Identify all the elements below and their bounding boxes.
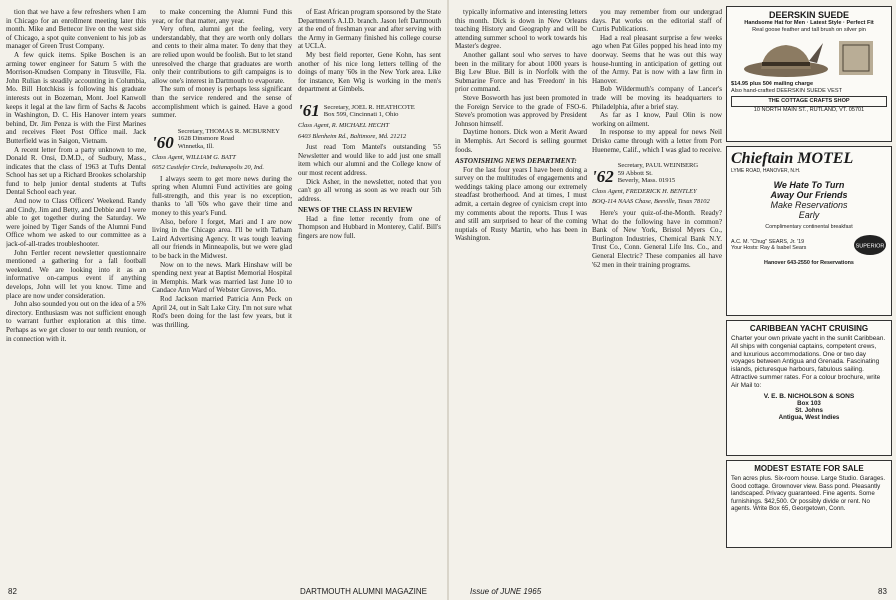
- company-name: V. E. B. NICHOLSON & SONS: [763, 392, 855, 400]
- class-heading-62: [592, 162, 722, 185]
- motel-hosts-row: [731, 234, 887, 256]
- company-place: St. Johns: [795, 406, 823, 414]
- ad-text: Charter your own private yacht in the sunlit Caribbean. All ships with congenial captains, competent crews, and luxurious accommodations. One or two day voyages between Antigua and Grenada. Fascinating islands, picturesque harbours, fabulous sailing. Attractive summer rates. For a colour brochure, write Air Mail to:: [731, 335, 886, 389]
- caribbean-ad: [726, 320, 892, 456]
- motel-slogan-1: We Hate To Turn: [773, 180, 845, 190]
- class-agent: Class Agent, R. MICHAEL HECHT: [298, 121, 390, 129]
- estate-ad: [726, 460, 892, 548]
- secretary-block: [178, 128, 280, 151]
- paragraph: Dick Asher, in the newsletter, noted that you can't go all wrong as soon as we reach our 5th address.: [298, 177, 441, 203]
- paragraph: As far as I know, Paul Olin is now working on ailment.: [592, 111, 722, 128]
- paragraph: Very often, alumni get the feeling, very understandably, that they are worth only dollars and cents to their alma mater. To deny that they are relied upon would be foolish. But to let stand unresolved the charge that graduates are worth only their contributions to gift campaigns is to allow one's interest in Dartmouth to evaporate.: [152, 25, 292, 85]
- paragraph: tion that we have a few refreshers when I am in Chicago for an enrollment meeting later this month. Mike and Bettecor live on the west side of Chicago, a spot quite convenient to his job as manager of Green Trust Company.: [6, 8, 146, 51]
- company-box: Box 103: [797, 399, 821, 407]
- class-year: '60: [152, 132, 174, 152]
- motel-hosts: [731, 239, 806, 252]
- motel-name: Chieftain MOTEL: [731, 150, 854, 167]
- secretary-city: Winnetka, Ill.: [177, 142, 214, 150]
- section-heading: NEWS OF THE CLASS IN REVIEW: [298, 206, 413, 215]
- paragraph: The sum of money is perhaps less significant than the service rendered and the sense of accomplishment which is gained. Have a good summer.: [152, 85, 292, 120]
- paragraph: John Fertler recent newsletter questionnaire mentioned a gathering for a fall football weekend. We are looking into it as an informative on-campus event if anything develops, John will let you know. Time and place are now under consideration.: [6, 248, 146, 300]
- section-heading: ASTONISHING NEWS DEPARTMENT:: [455, 157, 577, 166]
- secretary-address: 59 Abbott St.: [617, 169, 653, 177]
- class-agent: Class Agent, WILLIAM G. BATT: [152, 153, 236, 161]
- advertisement-column: [726, 6, 892, 586]
- class-agent-address: BOQ-114 NAAS Chase, Beeville, Texas 78102: [592, 198, 710, 206]
- class-year: '62: [592, 166, 614, 186]
- ad-text: Ten acres plus. Six-room house. Large Studio. Garages. Good cottage. Grownover view. Bass pond. Pleasantly landscaped. Privacy guaranteed. Fine agents. Some furnishings. $42,500. Or possibly divide or rent. No agents. Write Box 65, Georgetown, Conn.: [731, 475, 886, 513]
- shop-address: 10 NORTH MAIN ST., RUTLAND, VT. 05701: [753, 106, 865, 113]
- paragraph: Now on to the news. Mark Hinshaw will be spending next year at Baptist Memorial Hospital in Memphis. Mark was married last June 10 to Candace Ann Ward of Webster Groves, Mo.: [152, 260, 292, 295]
- shop-name: THE COTTAGE CRAFTS SHOP: [731, 96, 887, 107]
- class-year: '61: [298, 100, 320, 120]
- motel-slogan-4: Early: [798, 210, 820, 220]
- secretary-address: 1628 Dinsmore Road: [177, 135, 235, 143]
- class-agent-address: 6403 Blenheim Rd., Baltimore, Md. 21212: [298, 132, 407, 140]
- paragraph: A recent letter from a party unknown to me, Donald R. Onsi, D.M.D., of Sudbury, Mass., indicates that the class of 1963 at Tufts Dental School has set up a Richard Brookes scholarship fund to help junior dental students at Tufts Dental School each year.: [6, 145, 146, 197]
- column-3: [298, 8, 441, 578]
- secretary-line: Secretary, THOMAS R. MCBURNEY: [177, 127, 280, 135]
- ad-tagline: Handsome Hat for Men · Latest Style · Perfect Fit: [744, 20, 874, 26]
- company-country: Antigua, West Indies: [778, 413, 840, 421]
- paragraph: My best field reporter, Gene Kohn, has sent another of his nice long letters telling of the doings of many '60s in the New York area. Like for instance, Ken Wig is working in the men's department at Gimbels.: [298, 50, 441, 94]
- paragraph: of East African program sponsored by the State Department's A.I.D. branch. Jason left Dartmouth at the end of freshman year and after serving with the Army in Germany finished his college course at UCLA.: [298, 8, 441, 51]
- deerskin-ad: [726, 6, 892, 142]
- motel-breakfast: Complimentary continental breakfast: [765, 224, 853, 230]
- page-number-left: 82: [8, 587, 17, 596]
- motel-location: LYME ROAD, HANOVER, N.H.: [731, 168, 801, 174]
- column-4: [455, 8, 587, 578]
- column-2: [152, 8, 292, 578]
- paragraph: A few quick items. Spike Boschen is an arming tower engineer for Saturn 5 with the Morrison-Knudsen Company in Titusville, Fla. John Rulian is steadily accounting in Columbia, Mo. Bill Hotchkiss is following his graduate interests out in Bozeman, Mont. Joel Kanwoll keeps it legal at the law firm of Sachs & Jacobs in Washington, D. C. His Hanover intern years behind, Dr. Jim Penza is with the First Marines and receives Fleet Post Office mail. Jack Butterfield was in Saigon, Vietnam.: [6, 50, 146, 145]
- paragraph: And now to Class Officers' Weekend. Randy and Cindy, Jim and Betty, and Debbie and I were able to get together during the Saturday. We were joined by Tiger Sands of the Alumni Fund Office whom we asked to our committee as a jack-of-all-trades troubleshooter.: [6, 197, 146, 249]
- class-agent-address: 6052 Castlefer Circle, Indianapolis 20, Ind.: [152, 164, 264, 172]
- paragraph: Also, before I forget, Mari and I are now living in the Chicago area. I'll be with Tatham Laird Advertising Agency. It was tough leaving all our friends in Minneapolis, but we were glad to be back in the Midwest.: [152, 217, 292, 261]
- superior-badge-icon: [853, 234, 887, 256]
- paragraph: to make concerning the Alumni Fund this year, or for that matter, any year.: [152, 8, 292, 25]
- secretary-city: Beverly, Mass. 01915: [617, 177, 676, 185]
- hat-illustration: [731, 35, 887, 79]
- class-agent: Class Agent, FREDERICK H. BENTLEY: [592, 187, 697, 195]
- motel-header: [731, 150, 887, 168]
- ad-desc: Real goose feather and tall brush on silver pin: [752, 26, 866, 33]
- paragraph: Steve Bosworth has just been promoted in the Foreign Service to the grade of FSO-6. Steve's promotion was approved by President Johnson himself.: [455, 93, 587, 128]
- paragraph: I always seem to get more news during the spring when Alumni Fund activities are going full-strength, and this year is no exception, thanks to 'all '60s who gave their time and money to this year's Fund.: [152, 174, 292, 218]
- paragraph: Rod Jackson married Patricia Ann Peck on April 24, out in Salt Lake City. I'm not sure what Rod's been doing for the last few years, but it was thrilling.: [152, 295, 292, 329]
- ad-title: CARIBBEAN YACHT CRUISING: [749, 324, 869, 333]
- paragraph: In response to my appeal for news Neil Drisko came through with a letter from Port Hueneme, Calif., which I was glad to receive.: [592, 128, 722, 154]
- motel-slogan-3: Make Reservations: [770, 200, 848, 210]
- footer-title-left: DARTMOUTH ALUMNI MAGAZINE: [300, 587, 427, 596]
- paragraph: For the last four years I have been doing a survey on the multitudes of engagements and weddings taking place among our extremely steadfast brotherhood. And at times, I must admit, a certain degree of cynicism crept into my comments about the reports. Thus I was and still am surprised to hear of the coming nuptials of Rusty Martin, who has been in Washington.: [455, 165, 587, 243]
- gutter: [447, 0, 449, 600]
- badge-text: SUPERIOR: [855, 243, 885, 250]
- motel-slogan-2: Away Our Friends: [770, 190, 848, 200]
- paragraph: Had a real pleasant surprise a few weeks ago when Pat Giles popped his head into my doorway. Seems that he was out this way house-hunting in anticipation of getting out of the Army. Pat is now with a law firm in Hanover.: [592, 33, 722, 85]
- footer-title-right: Issue of JUNE 1965: [470, 587, 542, 596]
- class-heading-61: [298, 102, 441, 119]
- secretary-line: Secretary, PAUL WEINBERG: [617, 162, 699, 170]
- motel-phone: Hanover 643-2550 for Reservations: [764, 260, 854, 267]
- secretary-block: [324, 104, 415, 119]
- motel-host-line: A.C. M. "Chug" SEARS, Jr. '19: [731, 239, 805, 245]
- paragraph: Bob Wildermuth's company of Lancer's trade will be moving its headquarters to Philadelphia, after a brief stay.: [592, 85, 722, 111]
- chieftain-motel-ad: [726, 146, 892, 316]
- ad-vest: Also hand-crafted DEERSKIN SUEDE VEST: [731, 87, 842, 94]
- column-1: [6, 8, 146, 578]
- paragraph: John also sounded you out on the idea of a 5% directory. Enthusiasm was not sufficient enough to warrant further exploration at this time. Perhaps as we get closer to our tenth reunion, or in connection with it.: [6, 300, 146, 343]
- paragraph: typically informative and interesting letters this month. Dick is down in New Orleans teaching History and Geography and will be attending summer school to work towards his Master's degree.: [455, 8, 587, 51]
- paragraph: you may remember from our undergrad days. Pat works on the editorial staff of Curtis Publications.: [592, 8, 722, 34]
- secretary-address: Box 599, Cincinnati 1, Ohio: [323, 111, 399, 119]
- class-heading-60: [152, 128, 292, 151]
- ad-title: MODEST ESTATE FOR SALE: [754, 464, 864, 473]
- motel-host-line: Your Hosts: Ray & Isabel Sears: [731, 245, 807, 252]
- paragraph: Daytime honors. Dick won a Merit Award in Memphis. Art Secord is selling gourmet foods.: [455, 128, 587, 154]
- ad-price: $14.95 plus 50¢ mailing charge: [731, 81, 814, 88]
- secretary-line: Secretary, JOEL R. HEATHCOTE: [323, 103, 415, 111]
- paragraph: Another gallant soul who serves to have been in the military for about 1000 years is Big Lew Blue. Bill is in Norfolk with the Submarine Force and has 'Freedom' in his prior command.: [455, 50, 587, 94]
- paragraph: Just read Tom Mantel's outstanding '55 Newsletter and would like to add just one small item which our alumni and the College know of our most recent address.: [298, 143, 441, 177]
- ad-title: DEERSKIN SUEDE: [768, 10, 849, 20]
- secretary-block: [618, 162, 698, 185]
- paragraph: Had a fine letter recently from one of Thompson and Hubbard in Monterey, Calif. Bill's fingers are now full.: [298, 214, 441, 241]
- page-number-right: 83: [878, 587, 887, 596]
- paragraph: Here's your quiz-of-the-Month. Ready? What do the following have in common? Bank of New York, Bristol Myers Co., Burlington Industries, Chemical Bank N.Y. Trust Co., Conn. General Life Ins. Co., and General Electric? These companies all have '62 men in their training programs.: [592, 209, 722, 269]
- column-5: [592, 8, 722, 578]
